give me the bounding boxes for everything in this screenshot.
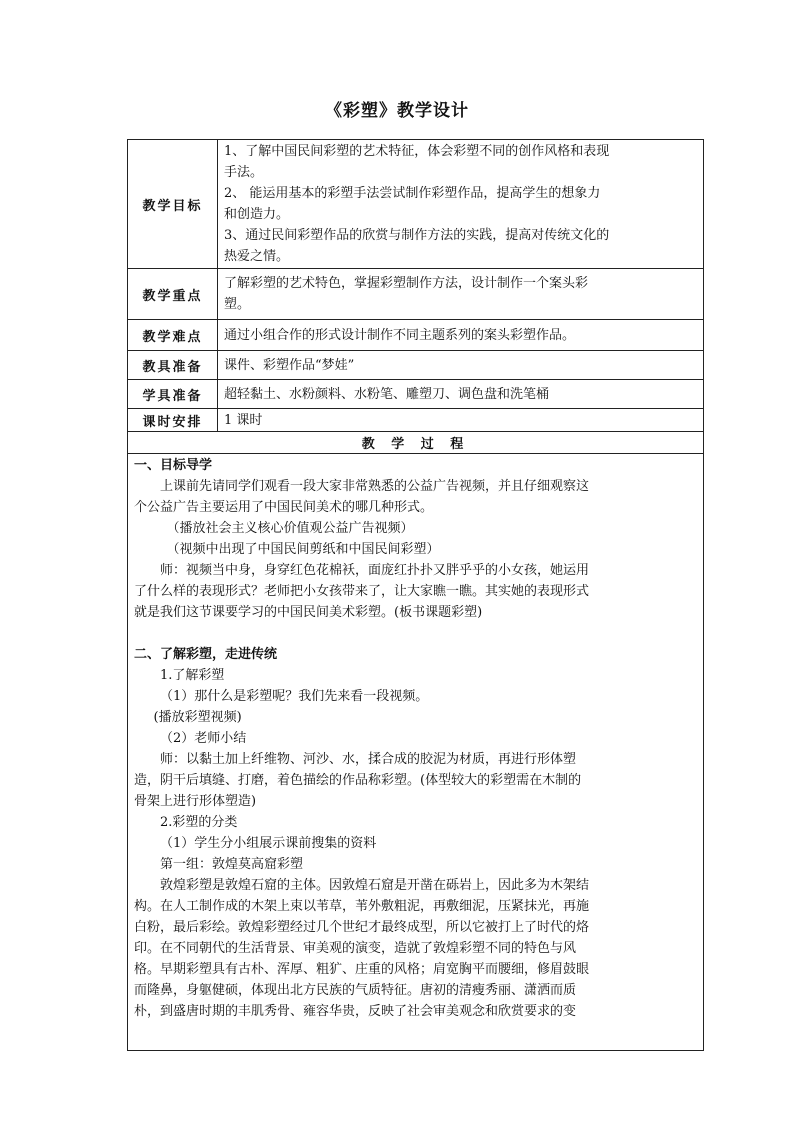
subsection-heading: 1.了解彩塑 [160, 668, 225, 683]
focus-line: 了解彩塑的艺术特色，掌握彩塑制作方法，设计制作一个案头彩 [224, 276, 589, 291]
paragraph-line: 造，阴干后填缝、打磨，着色描绘的作品称彩塑。(体型较大的彩塑需在木制的 [134, 773, 582, 788]
process-body [128, 454, 704, 1051]
value-teacher-tools: 课件、彩塑作品“梦娃” [218, 351, 704, 380]
paragraph-line: （视频中出现了中国民间剪纸和中国民间彩塑） [166, 542, 440, 557]
paragraph-line: （播放社会主义核心价值观公益广告视频） [166, 521, 414, 536]
paragraph-line: 个公益广告主要运用了中国民间美术的哪几种形式。 [134, 500, 434, 515]
subsection-heading: 2.彩塑的分类 [160, 815, 238, 830]
value-teaching-focus [218, 269, 704, 320]
label-teaching-focus: 教学重点 [128, 269, 218, 320]
paragraph-line: 而隆鼻，身躯健硕，体现出北方民族的气质特征。唐初的清瘦秀丽、潇洒而质 [134, 983, 577, 998]
paragraph-line: 印。在不同朝代的生活背景、审美观的演变，造就了敦煌彩塑不同的特色与风 [134, 941, 577, 956]
paragraph-line: 第一组：敦煌莫高窟彩塑 [160, 857, 304, 872]
value-teaching-difficulty: 通过小组合作的形式设计制作不同主题系列的案头彩塑作品。 [218, 320, 704, 351]
value-student-tools: 超轻黏土、水粉颜料、水粉笔、雕塑刀、调色盘和洗笔桶 [218, 380, 704, 409]
value-teaching-goals [218, 140, 704, 269]
row-teacher-tools [128, 351, 704, 380]
goal-line: 和创造力。 [224, 207, 290, 222]
row-process-header [128, 432, 704, 454]
paragraph-line: 骨架上进行形体塑造) [134, 794, 257, 809]
paragraph-line: 师：以黏土加上纤维物、河沙、水，揉合成的胶泥为材质，再进行形体塑 [160, 752, 577, 767]
label-teacher-tools: 教具准备 [128, 351, 218, 380]
section-heading: 二、了解彩塑，走进传统 [134, 647, 278, 662]
paragraph-line: 了什么样的表现形式？老师把小女孩带来了，让大家瞧一瞧。其实她的表现形式 [134, 584, 590, 599]
lesson-plan-table [127, 139, 704, 1051]
paragraph-line: 上课前先请同学们观看一段大家非常熟悉的公益广告视频，并且仔细观察这 [160, 479, 590, 494]
row-teaching-difficulty [128, 320, 704, 351]
goal-line: 手法。 [224, 165, 264, 180]
paragraph-line: 构。在人工制作成的木架上束以苇草，苇外敷粗泥，再敷细泥，压紧抹光，再施 [134, 899, 590, 914]
row-student-tools [128, 380, 704, 409]
label-class-hours: 课时安排 [128, 409, 218, 432]
paragraph-line: (播放彩塑视频) [153, 710, 242, 725]
paragraph-line: （1）那什么是彩塑呢？我们先来看一段视频。 [160, 689, 429, 704]
paragraph-line: （2）老师小结 [160, 731, 247, 746]
paragraph-line: 敦煌彩塑是敦煌石窟的主体。因敦煌石窟是开凿在砾岩上，因此多为木架结 [160, 878, 590, 893]
paragraph-line: 白粉，最后彩绘。敦煌彩塑经过几个世纪才最终成型，所以它被打上了时代的烙 [134, 920, 590, 935]
focus-line: 塑。 [224, 297, 251, 312]
label-student-tools: 学具准备 [128, 380, 218, 409]
row-teaching-focus [128, 269, 704, 320]
row-teaching-goals [128, 140, 704, 269]
paragraph-line: 就是我们这节课要学习的中国民间美术彩塑。(板书课题彩塑) [134, 605, 483, 620]
paragraph-line: 朴，到盛唐时期的丰肌秀骨、雍容华贵，反映了社会审美观念和欣赏要求的变 [134, 1004, 577, 1019]
row-class-hours [128, 409, 704, 432]
label-teaching-goals: 教学目标 [128, 140, 218, 269]
label-teaching-difficulty: 教学难点 [128, 320, 218, 351]
section-heading: 一、目标导学 [134, 458, 213, 473]
value-class-hours: 1 课时 [218, 409, 704, 432]
goal-line: 3、通过民间彩塑作品的欣赏与制作方法的实践，提高对传统文化的 [224, 228, 610, 243]
goal-line: 2、 能运用基本的彩塑手法尝试制作彩塑作品，提高学生的想象力 [224, 186, 601, 201]
spacer [134, 623, 697, 644]
paragraph-line: 格。早期彩塑具有古朴、浑厚、粗犷、庄重的风格；肩宽胸平而腰细，修眉鼓眼 [134, 962, 590, 977]
document-title: 《彩塑》教学设计 [325, 101, 469, 121]
goal-line: 热爱之情。 [224, 249, 290, 264]
goal-line: 1、了解中国民间彩塑的艺术特征，体会彩塑不同的创作风格和表现 [224, 144, 610, 159]
paragraph-line: 师：视频当中身，身穿红色花棉袄，面庞红扑扑又胖乎乎的小女孩，她运用 [160, 563, 590, 578]
process-header: 教 学 过 程 [128, 432, 704, 454]
row-process-body [128, 454, 704, 1051]
paragraph-line: （1）学生分小组展示课前搜集的资料 [160, 836, 377, 851]
